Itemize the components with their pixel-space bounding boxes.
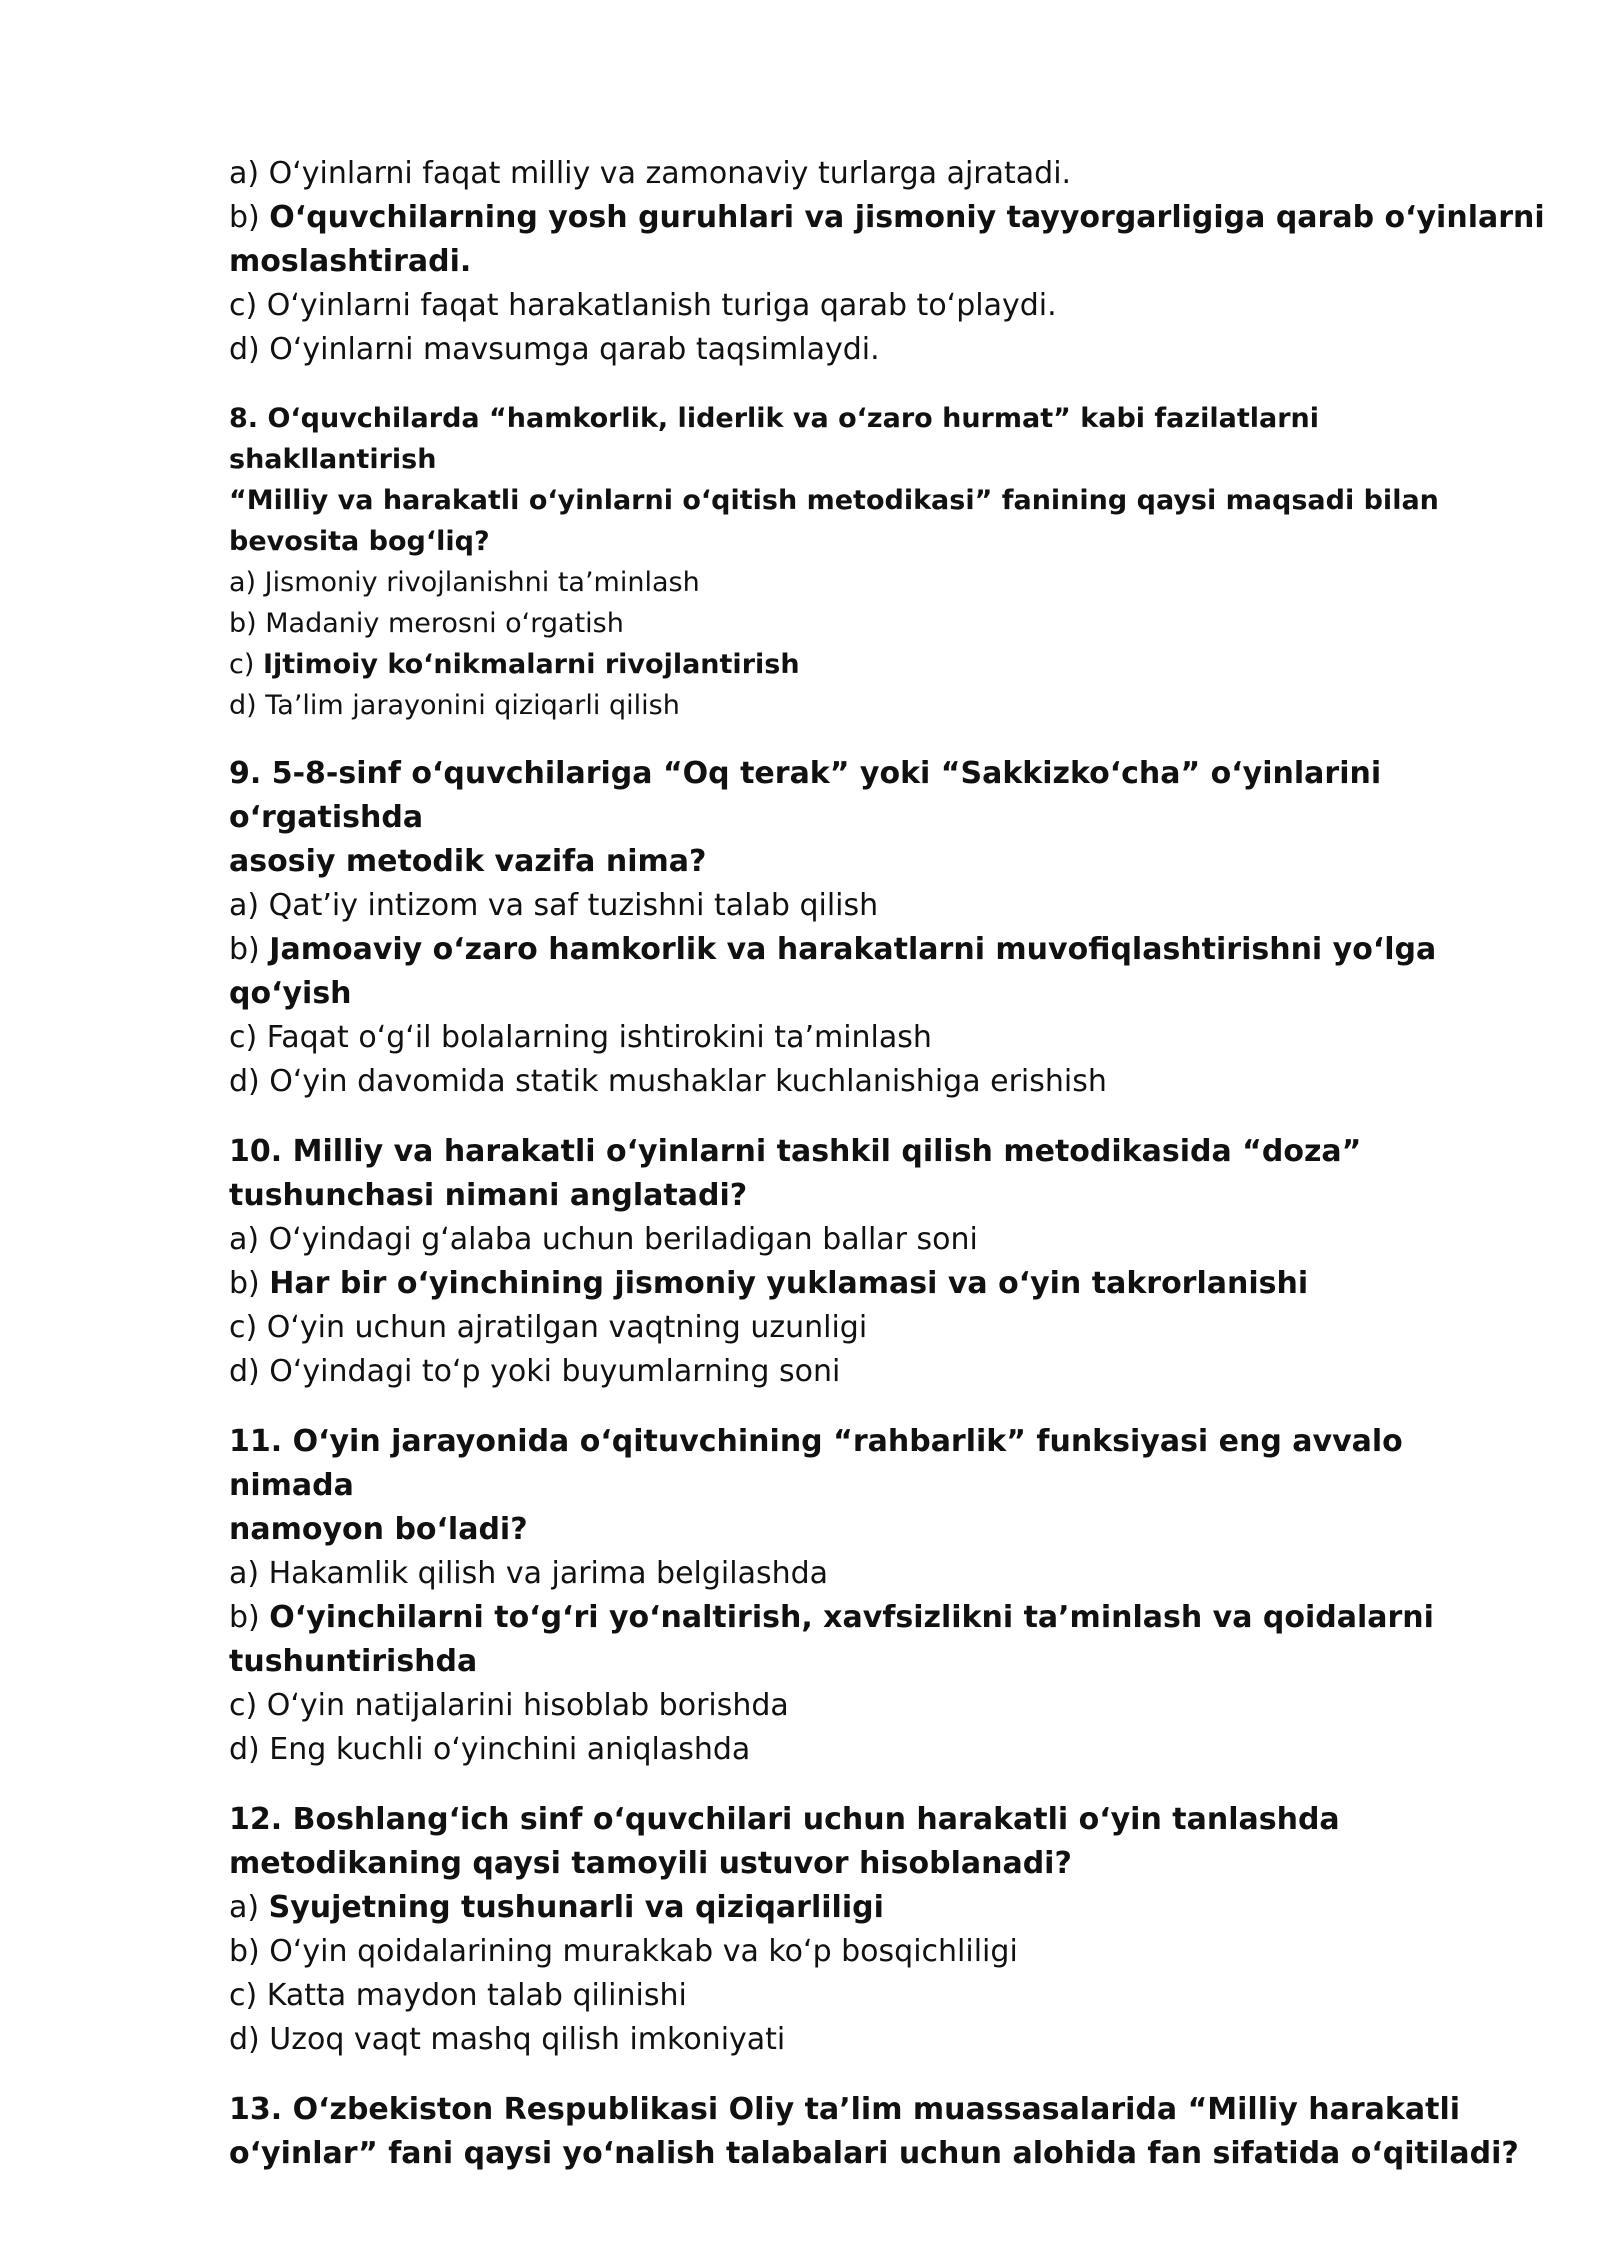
question-title-line: “Milliy va harakatli o‘yinlarni o‘qitish metodikasi” fanining qaysi maqsadi bilan bbox=[229, 485, 1439, 516]
question-13 bbox=[229, 2088, 1529, 2176]
question-title-line: 8. O‘quvchilarda “hamkorlik, liderlik va o‘zaro hurmat” kabi fazilatlarni shakllantirish bbox=[229, 403, 1320, 475]
option-b: b) Jamoaviy o‘zaro hamkorlik va harakatlarni muvofiqlashtirishni yo‘lga bbox=[229, 932, 1437, 967]
option-c: c) Ijtimoiy ko‘nikmalarni rivojlantirish bbox=[229, 649, 800, 680]
question-11 bbox=[229, 1420, 1529, 1772]
option-b: b) O‘quvchilarning yosh guruhlari va jismoniy tayyorgarligiga qarab o‘yinlarni bbox=[229, 200, 1545, 235]
option-b: b) O‘yin qoidalarining murakkab va ko‘p bosqichliligi bbox=[229, 1934, 1018, 1969]
option-c: c) O‘yin uchun ajratilgan vaqtning uzunligi bbox=[229, 1310, 868, 1345]
option-c: c) Faqat o‘g‘il bolalarning ishtirokini ta’minlash bbox=[229, 1020, 932, 1055]
question-7-options bbox=[229, 152, 1545, 372]
question-title-line: 9. 5-8-sinf o‘quvchilariga “Oq terak” yoki “Sakkizko‘cha” o‘yinlarini o‘rgatishda bbox=[229, 756, 1382, 835]
document-page bbox=[229, 152, 1545, 2202]
option-a: a) Hakamlik qilish va jarima belgilashda bbox=[229, 1556, 829, 1591]
question-title-line: 10. Milliy va harakatli o‘yinlarni tashkil qilish metodikasida “doza” bbox=[229, 1134, 1362, 1169]
option-d: d) O‘yin davomida statik mushaklar kuchlanishiga erishish bbox=[229, 1064, 1107, 1099]
question-title-line: asosiy metodik vazifa nima? bbox=[229, 844, 707, 879]
option-b: b) Har bir o‘yinchining jismoniy yuklamasi va o‘yin takrorlanishi bbox=[229, 1266, 1309, 1301]
correct-answer: O‘yinchilarni to‘g‘ri yo‘naltirish, xavfsizlikni ta’minlash va qoidalarni bbox=[269, 1600, 1434, 1635]
question-9 bbox=[229, 752, 1529, 1104]
question-title-line: 11. O‘yin jarayonida o‘qituvchining “rahbarlik” funksiyasi eng avvalo nimada bbox=[229, 1424, 1403, 1503]
option-c: c) O‘yin natijalarini hisoblab borishda bbox=[229, 1688, 789, 1723]
option-d: d) Uzoq vaqt mashq qilish imkoniyati bbox=[229, 2022, 786, 2057]
option-c: c) Katta maydon talab qilinishi bbox=[229, 1978, 687, 2013]
option-b: b) O‘yinchilarni to‘g‘ri yo‘naltirish, xavfsizlikni ta’minlash va qoidalarni bbox=[229, 1600, 1434, 1635]
question-8 bbox=[229, 398, 1529, 726]
question-title-line: metodikaning qaysi tamoyili ustuvor hisoblanadi? bbox=[229, 1846, 1072, 1881]
option-a: a) O‘yinlarni faqat milliy va zamonaviy turlarga ajratadi. bbox=[229, 156, 1072, 191]
question-title-line: 13. O‘zbekiston Respublikasi Oliy ta’lim muassasalarida “Milliy harakatli bbox=[229, 2092, 1461, 2127]
option-b-continued: tushuntirishda bbox=[229, 1644, 478, 1679]
correct-answer: Har bir o‘yinchining jismoniy yuklamasi va o‘yin takrorlanishi bbox=[269, 1266, 1309, 1301]
question-title-line: namoyon bo‘ladi? bbox=[229, 1512, 528, 1547]
question-title-line: bevosita bog‘liq? bbox=[229, 526, 490, 557]
correct-answer: Ijtimoiy ko‘nikmalarni rivojlantirish bbox=[262, 649, 800, 680]
option-a: a) Syujetning tushunarli va qiziqarliligi bbox=[229, 1890, 884, 1925]
option-d: d) O‘yindagi to‘p yoki buyumlarning soni bbox=[229, 1354, 841, 1389]
correct-answer: O‘quvchilarning yosh guruhlari va jismoniy tayyorgarligiga qarab o‘yinlarni bbox=[269, 200, 1545, 235]
option-b: b) Madaniy merosni o‘rgatish bbox=[229, 608, 624, 639]
correct-answer: Syujetning tushunarli va qiziqarliligi bbox=[268, 1890, 884, 1925]
correct-answer: Jamoaviy o‘zaro hamkorlik va harakatlarni muvofiqlashtirishni yo‘lga bbox=[269, 932, 1437, 967]
question-title-line: 12. Boshlang‘ich sinf o‘quvchilari uchun harakatli o‘yin tanlashda bbox=[229, 1802, 1340, 1837]
question-10 bbox=[229, 1130, 1529, 1394]
option-a: a) Jismoniy rivojlanishni ta’minlash bbox=[229, 567, 700, 598]
option-d: d) Eng kuchli o‘yinchini aniqlashda bbox=[229, 1732, 751, 1767]
option-d: d) Ta’lim jarayonini qiziqarli qilish bbox=[229, 690, 680, 721]
option-d: d) O‘yinlarni mavsumga qarab taqsimlaydi. bbox=[229, 332, 880, 367]
question-title-line: tushunchasi nimani anglatadi? bbox=[229, 1178, 748, 1213]
option-a: a) O‘yindagi g‘alaba uchun beriladigan ballar soni bbox=[229, 1222, 978, 1257]
option-b-continued: moslashtiradi. bbox=[229, 244, 472, 279]
question-title-line: o‘yinlar” fani qaysi yo‘nalish talabalari uchun alohida fan sifatida o‘qitiladi? bbox=[229, 2136, 1519, 2171]
option-b-continued: qo‘yish bbox=[229, 976, 352, 1011]
question-12 bbox=[229, 1798, 1529, 2062]
option-c: c) O‘yinlarni faqat harakatlanish turiga qarab to‘playdi. bbox=[229, 288, 1057, 323]
option-a: a) Qat’iy intizom va saf tuzishni talab qilish bbox=[229, 888, 879, 923]
